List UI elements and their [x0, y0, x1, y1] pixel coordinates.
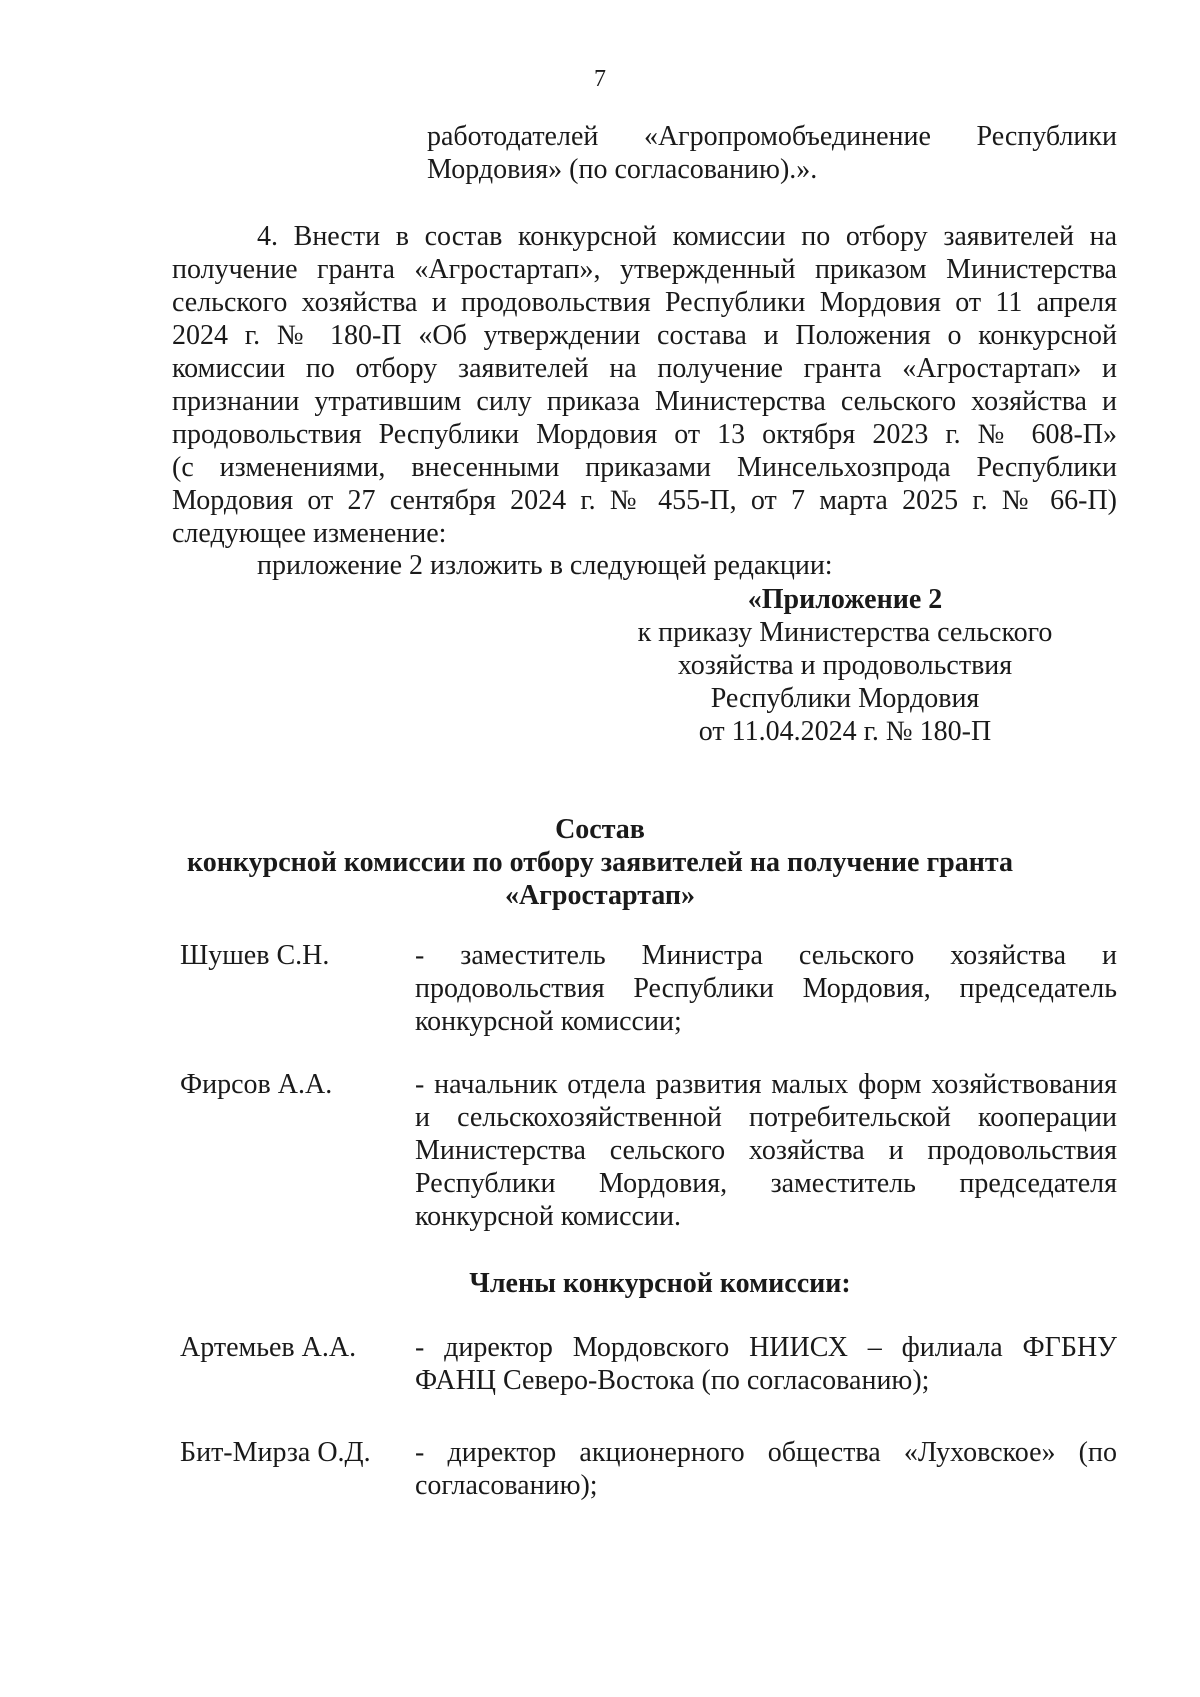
document-title: [120, 813, 1080, 912]
title-line: «Агростартап»: [504, 880, 696, 911]
paragraph-line: получение гранта «Агростартап», утвержденный приказом Министерства: [172, 254, 1117, 285]
description-line: Республики Мордовия, заместитель председателя: [415, 1168, 1117, 1199]
description-line: ФАНЦ Северо-Востока (по согласованию);: [415, 1365, 930, 1396]
member-description: [415, 1331, 1117, 1397]
continuation-text: [427, 120, 1117, 186]
member-description: [415, 1436, 1117, 1502]
description-line: конкурсной комиссии.: [415, 1201, 681, 1232]
paragraph-item-4: [172, 220, 1117, 550]
appendix-line: от 11.04.2024 г. № 180-П: [698, 716, 992, 747]
paragraph-line: комиссии по отбору заявителей на получение гранта «Агростартап» и: [172, 353, 1117, 384]
members-header: Члены конкурсной комиссии:: [469, 1268, 851, 1299]
appendix-title: «Приложение 2: [747, 584, 943, 615]
continuation-line: работодателей «Агропромобъединение Республики: [427, 121, 1117, 152]
paragraph-line: 2024 г. № 180-П «Об утверждении состава и Положения о конкурсной: [172, 320, 1117, 351]
member-description: [415, 1068, 1117, 1233]
paragraph-line: продовольствия Республики Мордовия от 13 октября 2023 г. № 608-П»: [172, 419, 1117, 450]
member-name: Шушев С.Н.: [180, 940, 330, 971]
description-line: - директор Мордовского НИИСХ – филиала ФГБНУ: [415, 1332, 1117, 1363]
title-line: Состав: [555, 814, 645, 845]
appendix-line: хозяйства и продовольствия: [677, 650, 1013, 681]
description-line: Министерства сельского хозяйства и продовольствия: [415, 1135, 1117, 1166]
description-line: - директор акционерного общества «Луховское» (по: [415, 1437, 1117, 1468]
member-name: Фирсов А.А.: [180, 1069, 333, 1100]
member-name: Бит-Мирза О.Д.: [180, 1437, 371, 1468]
description-line: и сельскохозяйственной потребительской кооперации: [415, 1102, 1117, 1133]
intro-line: приложение 2 изложить в следующей редакции:: [257, 550, 833, 581]
title-line: конкурсной комиссии по отбору заявителей на получение гранта: [187, 847, 1013, 878]
appendix-line: к приказу Министерства сельского: [637, 617, 1053, 648]
appendix-line: Республики Мордовия: [710, 683, 980, 714]
member-description: [415, 939, 1117, 1038]
paragraph-line: следующее изменение:: [172, 518, 447, 549]
paragraph-line: признании утратившим силу приказа Министерства сельского хозяйства и: [172, 386, 1117, 417]
paragraph-line: сельского хозяйства и продовольствия Республики Мордовия от 11 апреля: [172, 287, 1117, 318]
paragraph-line: 4. Внести в состав конкурсной комиссии по отбору заявителей на: [257, 221, 1117, 252]
page-number: 7: [594, 66, 606, 92]
description-line: конкурсной комиссии;: [415, 1006, 682, 1037]
member-name: Артемьев А.А.: [180, 1332, 357, 1363]
appendix-header: [600, 583, 1090, 748]
paragraph-line: (с изменениями, внесенными приказами Минсельхозпрода Республики: [172, 452, 1117, 483]
description-line: продовольствия Республики Мордовия, председатель: [415, 973, 1117, 1004]
description-line: - начальник отдела развития малых форм хозяйствования: [415, 1069, 1117, 1100]
paragraph-line: Мордовия от 27 сентября 2024 г. № 455-П, от 7 марта 2025 г. № 66-П): [172, 485, 1117, 516]
description-line: согласованию);: [415, 1470, 598, 1501]
description-line: - заместитель Министра сельского хозяйства и: [415, 940, 1117, 971]
continuation-line: Мордовия» (по согласованию).».: [427, 154, 818, 185]
